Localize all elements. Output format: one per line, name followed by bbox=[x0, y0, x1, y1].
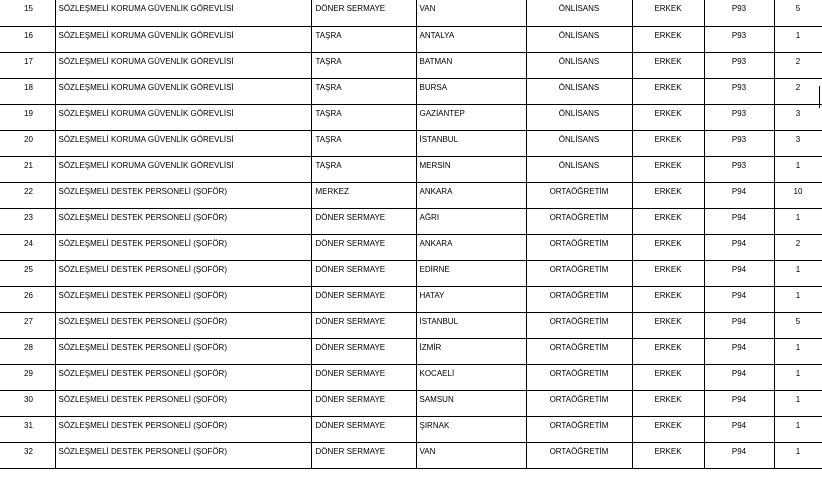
score-type-cell: P93 bbox=[704, 130, 774, 156]
unit-type-cell: DÖNER SERMAYE bbox=[311, 364, 416, 390]
row-number-cell: 28 bbox=[0, 338, 55, 364]
gender-cell: ERKEK bbox=[632, 338, 704, 364]
table-row bbox=[0, 26, 822, 52]
row-number-cell: 22 bbox=[0, 182, 55, 208]
city-cell: ANTALYA bbox=[416, 26, 526, 52]
table-row bbox=[0, 130, 822, 156]
position-title-cell: SÖZLEŞMELİ KORUMA GÜVENLİK GÖREVLİSİ bbox=[55, 156, 311, 182]
position-title-cell: SÖZLEŞMELİ KORUMA GÜVENLİK GÖREVLİSİ bbox=[55, 104, 311, 130]
gender-cell: ERKEK bbox=[632, 182, 704, 208]
unit-type-cell: TAŞRA bbox=[311, 156, 416, 182]
position-title-cell: SÖZLEŞMELİ DESTEK PERSONELİ (ŞOFÖR) bbox=[55, 208, 311, 234]
table-row bbox=[0, 338, 822, 364]
table-row bbox=[0, 364, 822, 390]
position-count-cell: 3 bbox=[774, 130, 822, 156]
position-count-cell: 5 bbox=[774, 0, 822, 26]
unit-type-cell: TAŞRA bbox=[311, 52, 416, 78]
position-count-cell: 1 bbox=[774, 156, 822, 182]
unit-type-cell: TAŞRA bbox=[311, 130, 416, 156]
position-title-cell: SÖZLEŞMELİ DESTEK PERSONELİ (ŞOFÖR) bbox=[55, 312, 311, 338]
score-type-cell: P93 bbox=[704, 52, 774, 78]
gender-cell: ERKEK bbox=[632, 442, 704, 468]
education-level-cell: ÖNLİSANS bbox=[526, 78, 632, 104]
gender-cell: ERKEK bbox=[632, 156, 704, 182]
unit-type-cell: DÖNER SERMAYE bbox=[311, 338, 416, 364]
unit-type-cell: DÖNER SERMAYE bbox=[311, 416, 416, 442]
score-type-cell: P94 bbox=[704, 442, 774, 468]
city-cell: AĞRI bbox=[416, 208, 526, 234]
city-cell: BURSA bbox=[416, 78, 526, 104]
score-type-cell: P94 bbox=[704, 312, 774, 338]
gender-cell: ERKEK bbox=[632, 104, 704, 130]
position-title-cell: SÖZLEŞMELİ DESTEK PERSONELİ (ŞOFÖR) bbox=[55, 234, 311, 260]
position-count-cell: 1 bbox=[774, 338, 822, 364]
score-type-cell: P94 bbox=[704, 234, 774, 260]
score-type-cell: P93 bbox=[704, 78, 774, 104]
position-title-cell: SÖZLEŞMELİ DESTEK PERSONELİ (ŞOFÖR) bbox=[55, 364, 311, 390]
score-type-cell: P94 bbox=[704, 208, 774, 234]
position-title-cell: SÖZLEŞMELİ KORUMA GÜVENLİK GÖREVLİSİ bbox=[55, 78, 311, 104]
position-count-cell: 1 bbox=[774, 26, 822, 52]
table-row bbox=[0, 104, 822, 130]
city-cell: KOCAELİ bbox=[416, 364, 526, 390]
city-cell: VAN bbox=[416, 442, 526, 468]
position-title-cell: SÖZLEŞMELİ DESTEK PERSONELİ (ŞOFÖR) bbox=[55, 286, 311, 312]
education-level-cell: ORTAÖĞRETİM bbox=[526, 364, 632, 390]
unit-type-cell: DÖNER SERMAYE bbox=[311, 260, 416, 286]
row-number-cell: 19 bbox=[0, 104, 55, 130]
gender-cell: ERKEK bbox=[632, 0, 704, 26]
table-row bbox=[0, 0, 822, 26]
score-type-cell: P93 bbox=[704, 156, 774, 182]
education-level-cell: ORTAÖĞRETİM bbox=[526, 182, 632, 208]
table-row bbox=[0, 442, 822, 468]
city-cell: HATAY bbox=[416, 286, 526, 312]
row-number-cell: 26 bbox=[0, 286, 55, 312]
unit-type-cell: DÖNER SERMAYE bbox=[311, 0, 416, 26]
position-count-cell: 1 bbox=[774, 286, 822, 312]
position-count-cell: 1 bbox=[774, 442, 822, 468]
city-cell: BATMAN bbox=[416, 52, 526, 78]
city-cell: EDİRNE bbox=[416, 260, 526, 286]
education-level-cell: ÖNLİSANS bbox=[526, 104, 632, 130]
table-row bbox=[0, 182, 822, 208]
unit-type-cell: DÖNER SERMAYE bbox=[311, 442, 416, 468]
position-count-cell: 2 bbox=[774, 234, 822, 260]
city-cell: ANKARA bbox=[416, 182, 526, 208]
table-row bbox=[0, 312, 822, 338]
edge-mark bbox=[819, 86, 820, 108]
gender-cell: ERKEK bbox=[632, 286, 704, 312]
table-row bbox=[0, 286, 822, 312]
score-type-cell: P94 bbox=[704, 338, 774, 364]
score-type-cell: P94 bbox=[704, 364, 774, 390]
position-title-cell: SÖZLEŞMELİ DESTEK PERSONELİ (ŞOFÖR) bbox=[55, 182, 311, 208]
position-title-cell: SÖZLEŞMELİ DESTEK PERSONELİ (ŞOFÖR) bbox=[55, 390, 311, 416]
row-number-cell: 20 bbox=[0, 130, 55, 156]
education-level-cell: ÖNLİSANS bbox=[526, 26, 632, 52]
position-title-cell: SÖZLEŞMELİ KORUMA GÜVENLİK GÖREVLİSİ bbox=[55, 130, 311, 156]
row-number-cell: 16 bbox=[0, 26, 55, 52]
gender-cell: ERKEK bbox=[632, 26, 704, 52]
gender-cell: ERKEK bbox=[632, 78, 704, 104]
unit-type-cell: DÖNER SERMAYE bbox=[311, 312, 416, 338]
education-level-cell: ORTAÖĞRETİM bbox=[526, 260, 632, 286]
position-count-cell: 1 bbox=[774, 364, 822, 390]
score-type-cell: P94 bbox=[704, 416, 774, 442]
gender-cell: ERKEK bbox=[632, 260, 704, 286]
gender-cell: ERKEK bbox=[632, 390, 704, 416]
row-number-cell: 24 bbox=[0, 234, 55, 260]
position-count-cell: 3 bbox=[774, 104, 822, 130]
table-row bbox=[0, 156, 822, 182]
table-row bbox=[0, 78, 822, 104]
unit-type-cell: TAŞRA bbox=[311, 78, 416, 104]
gender-cell: ERKEK bbox=[632, 130, 704, 156]
row-number-cell: 27 bbox=[0, 312, 55, 338]
unit-type-cell: DÖNER SERMAYE bbox=[311, 208, 416, 234]
unit-type-cell: MERKEZ bbox=[311, 182, 416, 208]
gender-cell: ERKEK bbox=[632, 416, 704, 442]
row-number-cell: 17 bbox=[0, 52, 55, 78]
unit-type-cell: DÖNER SERMAYE bbox=[311, 390, 416, 416]
city-cell: İSTANBUL bbox=[416, 130, 526, 156]
education-level-cell: ÖNLİSANS bbox=[526, 0, 632, 26]
row-number-cell: 15 bbox=[0, 0, 55, 26]
score-type-cell: P93 bbox=[704, 0, 774, 26]
education-level-cell: ORTAÖĞRETİM bbox=[526, 416, 632, 442]
score-type-cell: P93 bbox=[704, 104, 774, 130]
gender-cell: ERKEK bbox=[632, 208, 704, 234]
row-number-cell: 18 bbox=[0, 78, 55, 104]
position-title-cell: SÖZLEŞMELİ KORUMA GÜVENLİK GÖREVLİSİ bbox=[55, 0, 311, 26]
position-count-cell: 5 bbox=[774, 312, 822, 338]
position-count-cell: 1 bbox=[774, 208, 822, 234]
position-title-cell: SÖZLEŞMELİ DESTEK PERSONELİ (ŞOFÖR) bbox=[55, 338, 311, 364]
score-type-cell: P94 bbox=[704, 390, 774, 416]
row-number-cell: 31 bbox=[0, 416, 55, 442]
row-number-cell: 32 bbox=[0, 442, 55, 468]
city-cell: VAN bbox=[416, 0, 526, 26]
education-level-cell: ORTAÖĞRETİM bbox=[526, 442, 632, 468]
education-level-cell: ORTAÖĞRETİM bbox=[526, 208, 632, 234]
position-count-cell: 10 bbox=[774, 182, 822, 208]
row-number-cell: 21 bbox=[0, 156, 55, 182]
education-level-cell: ÖNLİSANS bbox=[526, 52, 632, 78]
education-level-cell: ORTAÖĞRETİM bbox=[526, 338, 632, 364]
position-title-cell: SÖZLEŞMELİ KORUMA GÜVENLİK GÖREVLİSİ bbox=[55, 52, 311, 78]
position-title-cell: SÖZLEŞMELİ DESTEK PERSONELİ (ŞOFÖR) bbox=[55, 260, 311, 286]
score-type-cell: P94 bbox=[704, 260, 774, 286]
score-type-cell: P94 bbox=[704, 182, 774, 208]
position-count-cell: 2 bbox=[774, 52, 822, 78]
position-count-cell: 1 bbox=[774, 416, 822, 442]
education-level-cell: ORTAÖĞRETİM bbox=[526, 312, 632, 338]
table-row bbox=[0, 52, 822, 78]
education-level-cell: ORTAÖĞRETİM bbox=[526, 286, 632, 312]
unit-type-cell: DÖNER SERMAYE bbox=[311, 286, 416, 312]
row-number-cell: 25 bbox=[0, 260, 55, 286]
position-title-cell: SÖZLEŞMELİ KORUMA GÜVENLİK GÖREVLİSİ bbox=[55, 26, 311, 52]
gender-cell: ERKEK bbox=[632, 52, 704, 78]
unit-type-cell: TAŞRA bbox=[311, 104, 416, 130]
city-cell: GAZİANTEP bbox=[416, 104, 526, 130]
position-count-cell: 1 bbox=[774, 390, 822, 416]
city-cell: MERSİN bbox=[416, 156, 526, 182]
unit-type-cell: DÖNER SERMAYE bbox=[311, 234, 416, 260]
table-row bbox=[0, 208, 822, 234]
row-number-cell: 29 bbox=[0, 364, 55, 390]
city-cell: İSTANBUL bbox=[416, 312, 526, 338]
gender-cell: ERKEK bbox=[632, 364, 704, 390]
table-row bbox=[0, 416, 822, 442]
unit-type-cell: TAŞRA bbox=[311, 26, 416, 52]
table-row bbox=[0, 390, 822, 416]
row-number-cell: 23 bbox=[0, 208, 55, 234]
gender-cell: ERKEK bbox=[632, 234, 704, 260]
position-count-cell: 2 bbox=[774, 78, 822, 104]
score-type-cell: P94 bbox=[704, 286, 774, 312]
position-title-cell: SÖZLEŞMELİ DESTEK PERSONELİ (ŞOFÖR) bbox=[55, 416, 311, 442]
table-row bbox=[0, 234, 822, 260]
row-number-cell: 30 bbox=[0, 390, 55, 416]
city-cell: SAMSUN bbox=[416, 390, 526, 416]
city-cell: ANKARA bbox=[416, 234, 526, 260]
education-level-cell: ORTAÖĞRETİM bbox=[526, 234, 632, 260]
education-level-cell: ÖNLİSANS bbox=[526, 130, 632, 156]
city-cell: ŞIRNAK bbox=[416, 416, 526, 442]
position-title-cell: SÖZLEŞMELİ DESTEK PERSONELİ (ŞOFÖR) bbox=[55, 442, 311, 468]
education-level-cell: ÖNLİSANS bbox=[526, 156, 632, 182]
table-row bbox=[0, 260, 822, 286]
city-cell: İZMİR bbox=[416, 338, 526, 364]
gender-cell: ERKEK bbox=[632, 312, 704, 338]
score-type-cell: P93 bbox=[704, 26, 774, 52]
position-count-cell: 1 bbox=[774, 260, 822, 286]
education-level-cell: ORTAÖĞRETİM bbox=[526, 390, 632, 416]
